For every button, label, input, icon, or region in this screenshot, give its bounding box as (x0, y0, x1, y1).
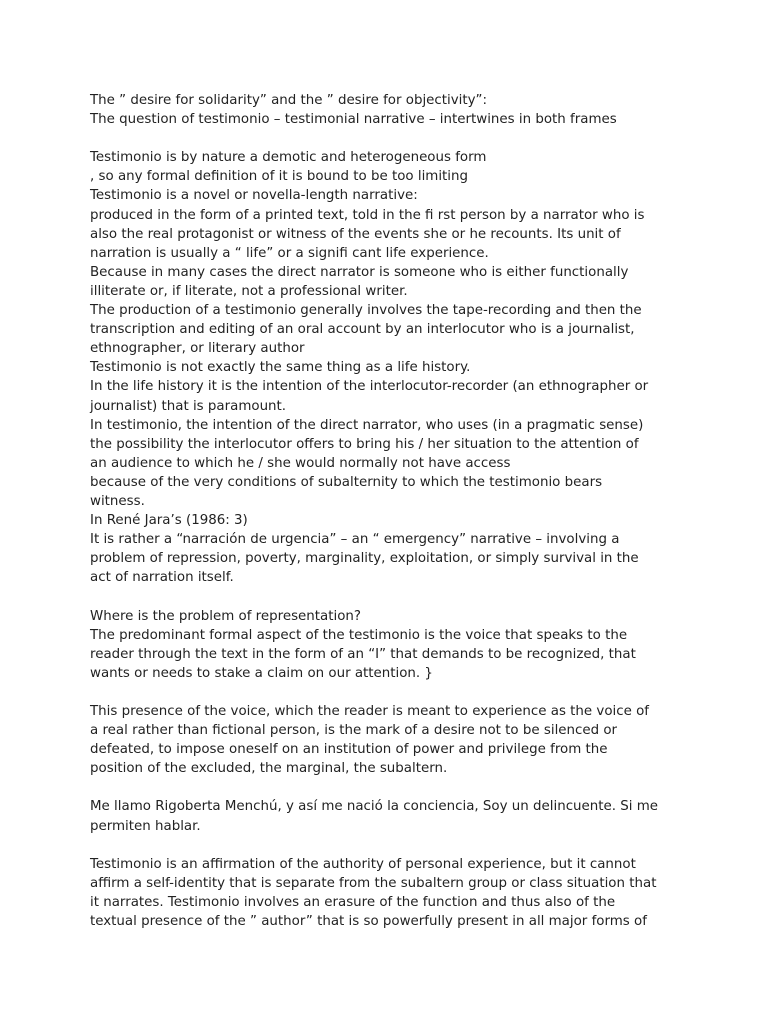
text-line: The question of testimonio – testimonial narrative – intertwines in both frames (90, 112, 617, 128)
paragraph-gap (90, 129, 680, 148)
text-line: This presence of the voice, which the reader is meant to experience as the voice of (90, 704, 650, 719)
text-line: witness. (90, 493, 145, 509)
paragraph-examples (90, 797, 680, 835)
text-line: position of the excluded, the marginal, the subaltern. (90, 761, 448, 777)
text-line: permiten hablar. (90, 818, 201, 834)
paragraph-gap (90, 683, 680, 702)
text-line: In testimonio, the intention of the direct narrator, who uses (in a pragmatic sense) (90, 417, 644, 433)
text-line: Because in many cases the direct narrator is someone who is either functionally (90, 264, 629, 280)
paragraph-gap (90, 587, 680, 606)
paragraph-definition (90, 148, 680, 587)
text-line: problem of repression, poverty, marginality, exploitation, or simply survival in the (90, 551, 639, 567)
text-line: transcription and editing of an oral account by an interlocutor who is a journalist, (90, 322, 635, 338)
paragraph-authority (90, 855, 680, 931)
text-line: wants or needs to stake a claim on our attention. } (90, 665, 433, 681)
text-line: illiterate or, if literate, not a professional writer. (90, 283, 408, 299)
text-line: , so any formal definition of it is bound to be too limiting (90, 169, 469, 185)
text-line: act of narration itself. (90, 570, 234, 586)
text-line: reader through the text in the form of an “I” that demands to be recognized, that (90, 646, 636, 662)
text-line: The ” desire for solidarity” and the ” desire for objectivity”: (90, 93, 488, 108)
paragraph-voice (90, 702, 680, 778)
text-line: Where is the problem of representation? (90, 608, 361, 624)
text-line: defeated, to impose oneself on an institution of power and privilege from the (90, 742, 608, 758)
text-line: an audience to which he / she would normally not have access (90, 455, 511, 471)
text-line: journalist) that is paramount. (90, 398, 287, 414)
text-line: also the real protagonist or witness of the events she or he recounts. Its unit of (90, 226, 621, 242)
paragraph-representation (90, 607, 680, 683)
paragraph-gap (90, 778, 680, 797)
text-line: In the life history it is the intention of the interlocutor-recorder (an ethnographer or (90, 379, 649, 395)
text-line: the possibility the interlocutor offers to bring his / her situation to the attention of (90, 436, 639, 452)
text-line: Testimonio is by nature a demotic and heterogeneous form (90, 150, 487, 166)
text-line: produced in the form of a printed text, told in the fi rst person by a narrator who is (90, 207, 645, 223)
paragraph-gap (90, 836, 680, 855)
text-line: Testimonio is not exactly the same thing as a life history. (90, 360, 471, 376)
text-line: In René Jara’s (1986: 3) (90, 513, 248, 529)
text-line: because of the very conditions of subalternity to which the testimonio bears (90, 474, 603, 490)
text-line: a real rather than fictional person, is the mark of a desire not to be silenced or (90, 723, 618, 739)
text-line: textual presence of the ” author” that is so powerfully present in all major forms of (90, 914, 647, 930)
text-line: Testimonio is a novel or novella-length narrative: (90, 188, 418, 204)
text-line: ethnographer, or literary author (90, 341, 305, 357)
paragraph-intro (90, 91, 680, 129)
text-line: It is rather a “narración de urgencia” – an “ emergency” narrative – involving a (90, 532, 620, 548)
text-line: it narrates. Testimonio involves an erasure of the function and thus also of the (90, 894, 616, 910)
text-line: narration is usually a “ life” or a signifi cant life experience. (90, 245, 489, 261)
text-line: Me llamo Rigoberta Menchú, y así me nació la conciencia, Soy un delincuente. Si me (90, 799, 659, 815)
text-line: The predominant formal aspect of the testimonio is the voice that speaks to the (90, 627, 628, 643)
text-line: affirm a self-identity that is separate from the subaltern group or class situation that (90, 875, 657, 891)
text-line: Testimonio is an affirmation of the authority of personal experience, but it cannot (90, 856, 636, 872)
text-line: The production of a testimonio generally involves the tape-recording and then the (90, 303, 642, 319)
document-page (90, 91, 680, 931)
